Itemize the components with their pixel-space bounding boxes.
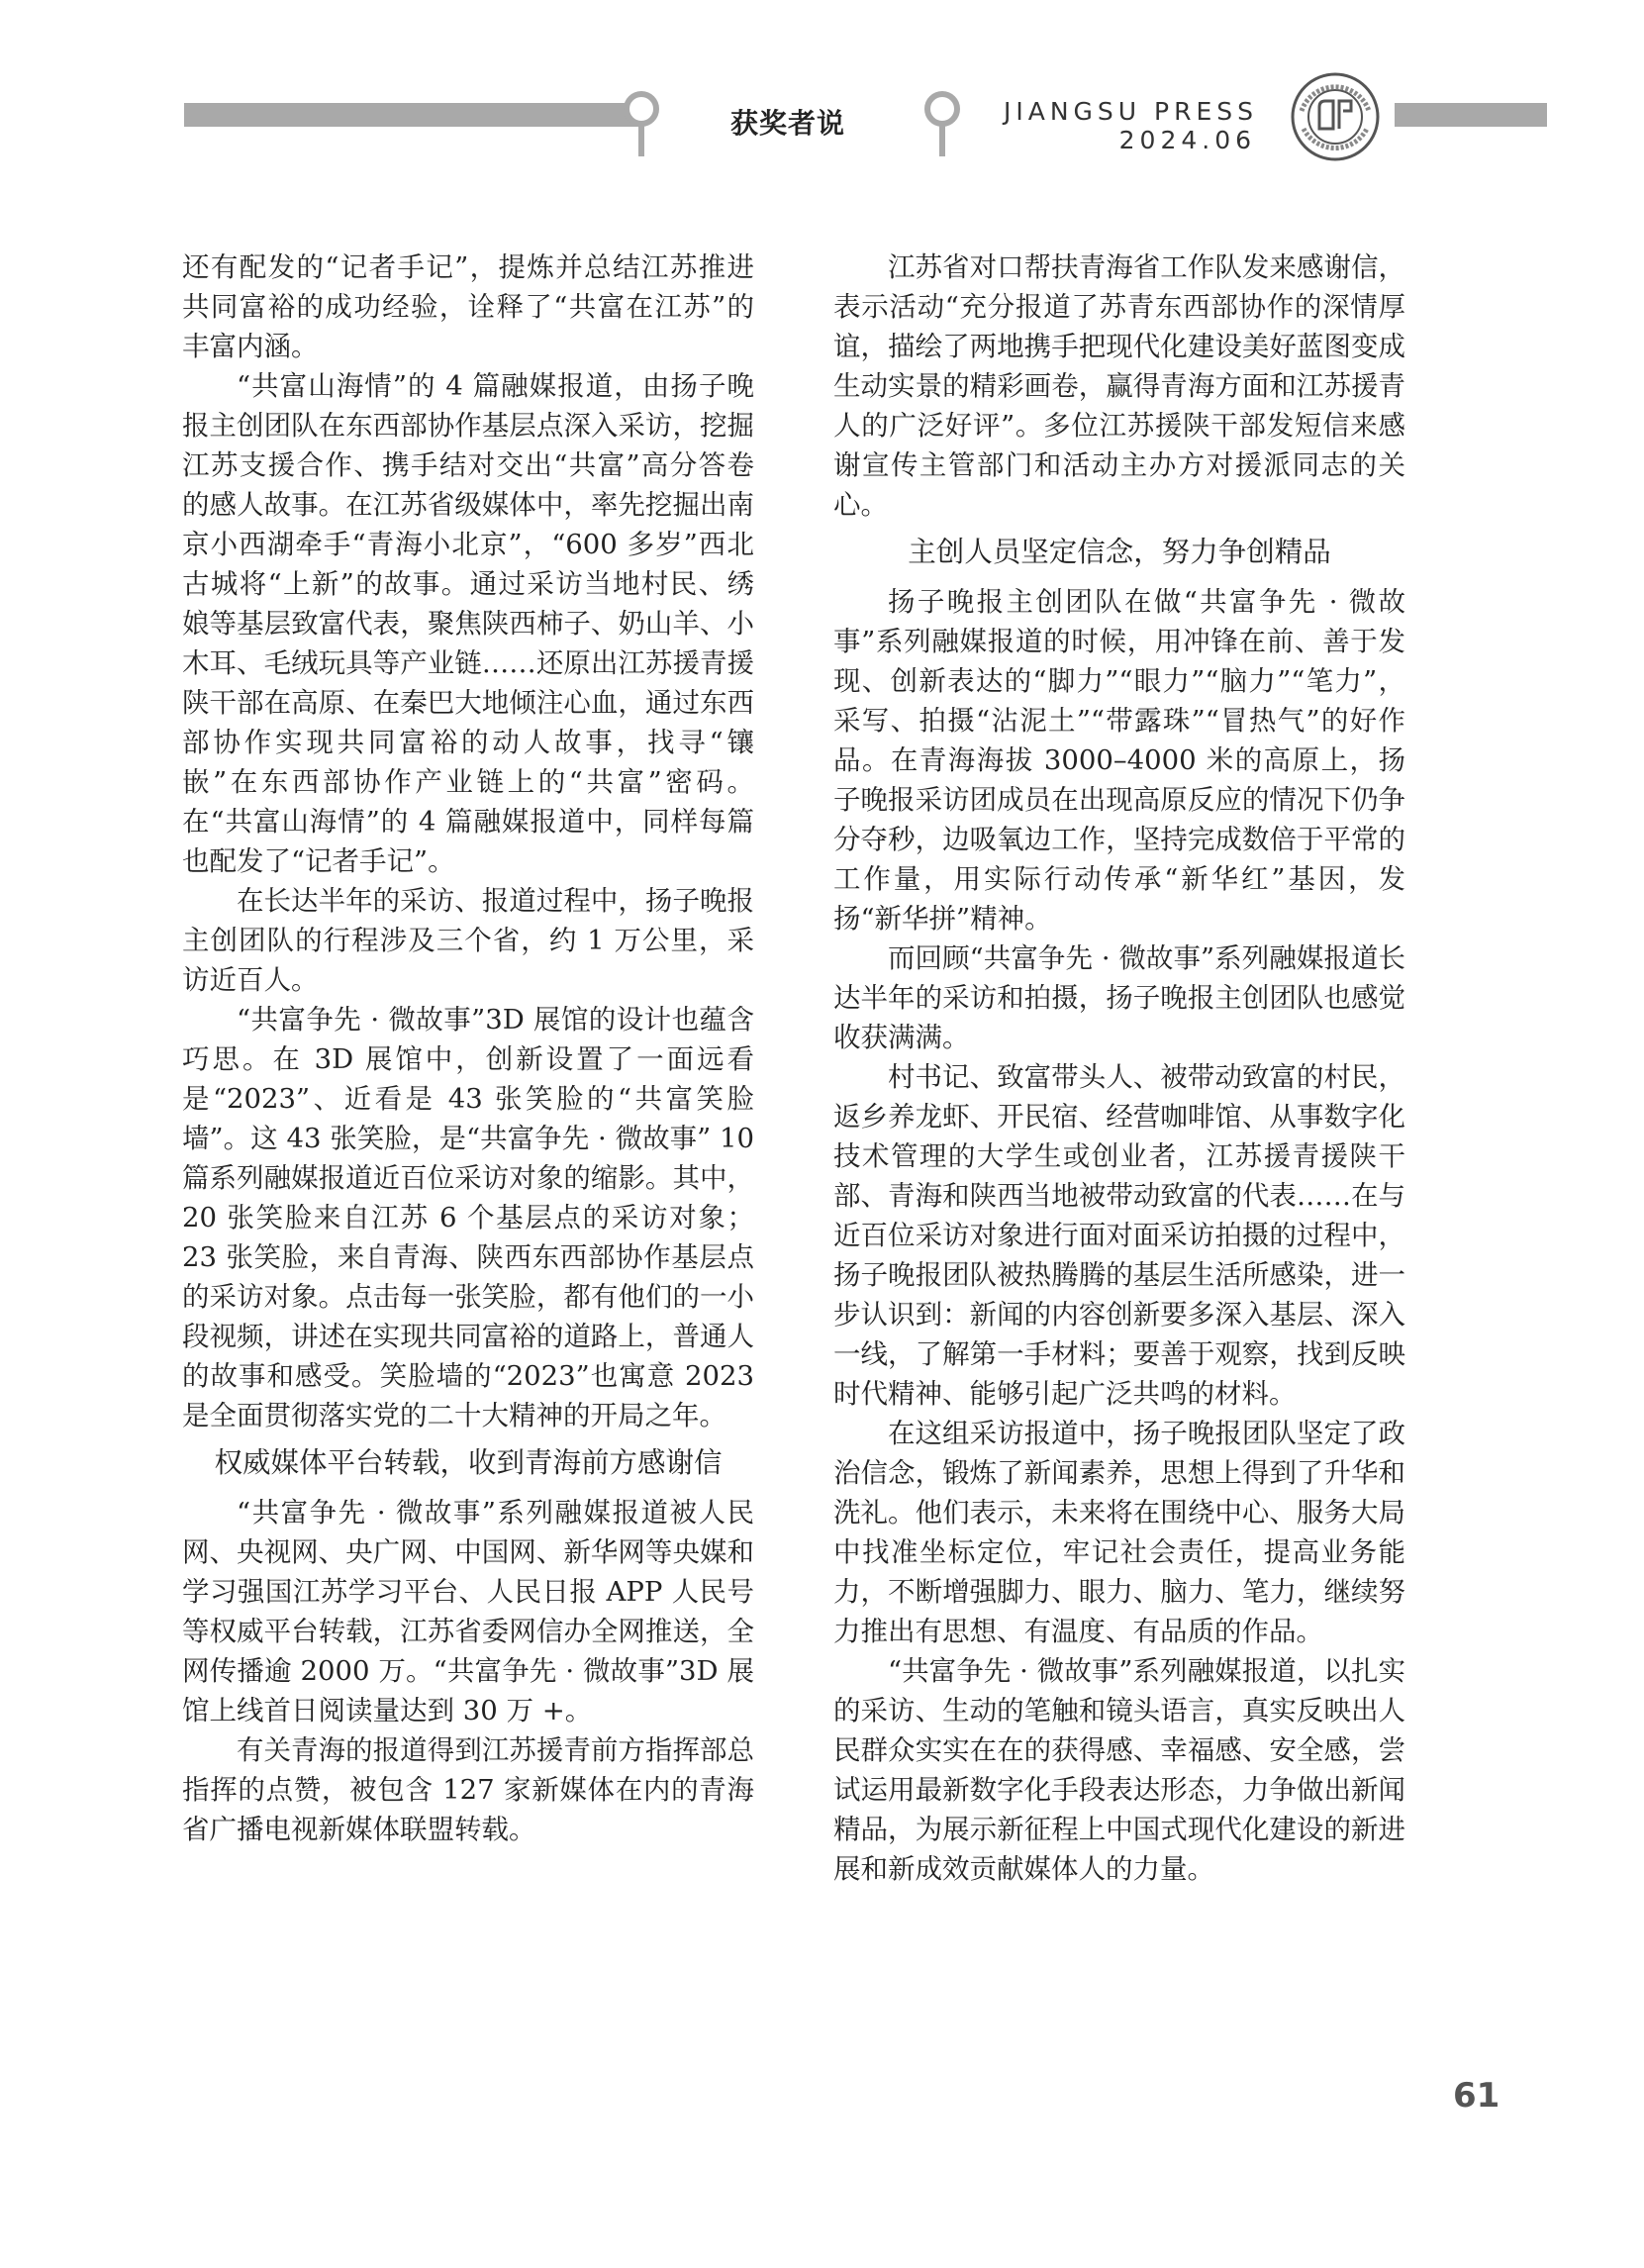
header-bar-left	[184, 103, 643, 127]
paragraph: “共富山海情”的 4 篇融媒报道，由扬子晚报主创团队在东西部协作基层点深入采访，挖掘江苏支援合作、携手结对交出“共富”高分答卷的感人故事。在江苏省级媒体中，率先挖掘出南京小西湖牵手“青海小北京”，“600 多岁”西北古城将“上新”的故事。通过采访当地村民、绣娘等基层致富代表，聚焦陕西柿子、奶山羊、小木耳、毛绒玩具等产业链……还原出江苏援青援陕干部在高原、在秦巴大地倾注心血，通过东西部协作实现共同富裕的动人故事，找寻“镶嵌”在东西部协作产业链上的“共富”密码。在“共富山海情”的 4 篇融媒报道中，同样每篇也配发了“记者手记”。	[182, 370, 754, 877]
page-number: 61	[1453, 2076, 1500, 2116]
journal-name: JIANGSU PRESS	[1004, 97, 1259, 126]
paragraph: “共富争先 · 微故事”3D 展馆的设计也蕴含巧思。在 3D 展馆中，创新设置了一面远看是“2023”、近看是 43 张笑脸的“共富笑脸墙”。这 43 张笑脸，是“共富争先 · 微故事” 10 篇系列融媒报道近百位采访对象的缩影。其中，20 张笑脸来自江苏 6 个基层点的采访对象；23 张笑脸，来自青海、陕西东西部协作基层点的采访对象。点击每一张笑脸，都有他们的一小段视频，讲述在实现共同富裕的道路上，普通人的故事和感受。笑脸墙的“2023”也寓意 2023 是全面贯彻落实党的二十大精神的开局之年。	[182, 1004, 754, 1431]
paragraph: 在长达半年的采访、报道过程中，扬子晚报主创团队的行程涉及三个省，约 1 万公里，采访近百人。	[182, 885, 754, 996]
paragraph: 村书记、致富带头人、被带动致富的村民，返乡养龙虾、开民宿、经营咖啡馆、从事数字化技术管理的大学生或创业者，江苏援青援陕干部、青海和陕西当地被带动致富的代表……在与近百位采访对象进行面对面采访拍摄的过程中，扬子晚报团队被热腾腾的基层生活所感染，进一步认识到：新闻的内容创新要多深入基层、深入一线，了解第一手材料；要善于观察，找到反映时代精神、能够引起广泛共鸣的材料。	[833, 1061, 1405, 1410]
right-column	[833, 247, 1405, 1889]
association-seal-icon	[1290, 71, 1381, 162]
journal-brand	[1004, 97, 1258, 154]
paragraph: 还有配发的“记者手记”，提炼并总结江苏推进共同富裕的成功经验，诠释了“共富在江苏”的丰富内涵。	[182, 251, 754, 362]
paragraph: 江苏省对口帮扶青海省工作队发来感谢信，表示活动“充分报道了苏青东西部协作的深情厚谊，描绘了两地携手把现代化建设美好蓝图变成生动实景的精彩画卷，赢得青海方面和江苏援青人的广泛好评”。多位江苏援陕干部发短信来感谢宣传主管部门和活动主办方对援派同志的关心。	[833, 251, 1405, 521]
paragraph: “共富争先 · 微故事”系列融媒报道被人民网、央视网、央广网、中国网、新华网等央媒和学习强国江苏学习平台、人民日报 APP 人民号等权威平台转载，江苏省委网信办全网推送，全网传播逾 2000 万。“共富争先 · 微故事”3D 展馆上线首日阅读量达到 30 万 +。	[182, 1497, 754, 1726]
section-heading: 权威媒体平台转载，收到青海前方感谢信	[214, 1446, 723, 1479]
header-bar-right	[1395, 103, 1547, 127]
pin-icon-right	[922, 91, 962, 158]
paragraph: 而回顾“共富争先 · 微故事”系列融媒报道长达半年的采访和拍摄，扬子晚报主创团队也感觉收获满满。	[833, 942, 1405, 1053]
paragraph: 有关青海的报道得到江苏援青前方指挥部总指挥的点赞，被包含 127 家新媒体在内的青海省广播电视新媒体联盟转载。	[182, 1734, 754, 1845]
pin-icon-left	[622, 91, 661, 158]
left-column	[182, 247, 754, 1849]
paragraph: 在这组采访报道中，扬子晚报团队坚定了政治信念，锻炼了新闻素养，思想上得到了升华和洗礼。他们表示，未来将在围绕中心、服务大局中找准坐标定位，牢记社会责任，提高业务能力，不断增强脚力、眼力、脑力、笔力，继续努力推出有思想、有温度、有品质的作品。	[833, 1418, 1405, 1647]
section-heading: 主创人员坚定信念，努力争创精品	[908, 536, 1331, 568]
issue-number: 2024.06	[1118, 126, 1257, 154]
paragraph: “共富争先 · 微故事”系列融媒报道，以扎实的采访、生动的笔触和镜头语言，真实反映出人民群众实实在在的获得感、幸福感、安全感，尝试运用最新数字化手段表达形态，力争做出新闻精品，为展示新征程上中国式现代化建设的新进展和新成效贡献媒体人的力量。	[833, 1655, 1405, 1885]
section-title: 获奖者说	[730, 107, 846, 140]
paragraph: 扬子晚报主创团队在做“共富争先 · 微故事”系列融媒报道的时候，用冲锋在前、善于发现、创新表达的“脚力”“眼力”“脑力”“笔力”，采写、拍摄“沾泥土”“带露珠”“冒热气”的好作品。在青海海拔 3000–4000 米的高原上，扬子晚报采访团成员在出现高原反应的情况下仍争分夺秒，边吸氧边工作，坚持完成数倍于平常的工作量，用实际行动传承“新华红”基因，发扬“新华拼”精神。	[833, 586, 1405, 935]
